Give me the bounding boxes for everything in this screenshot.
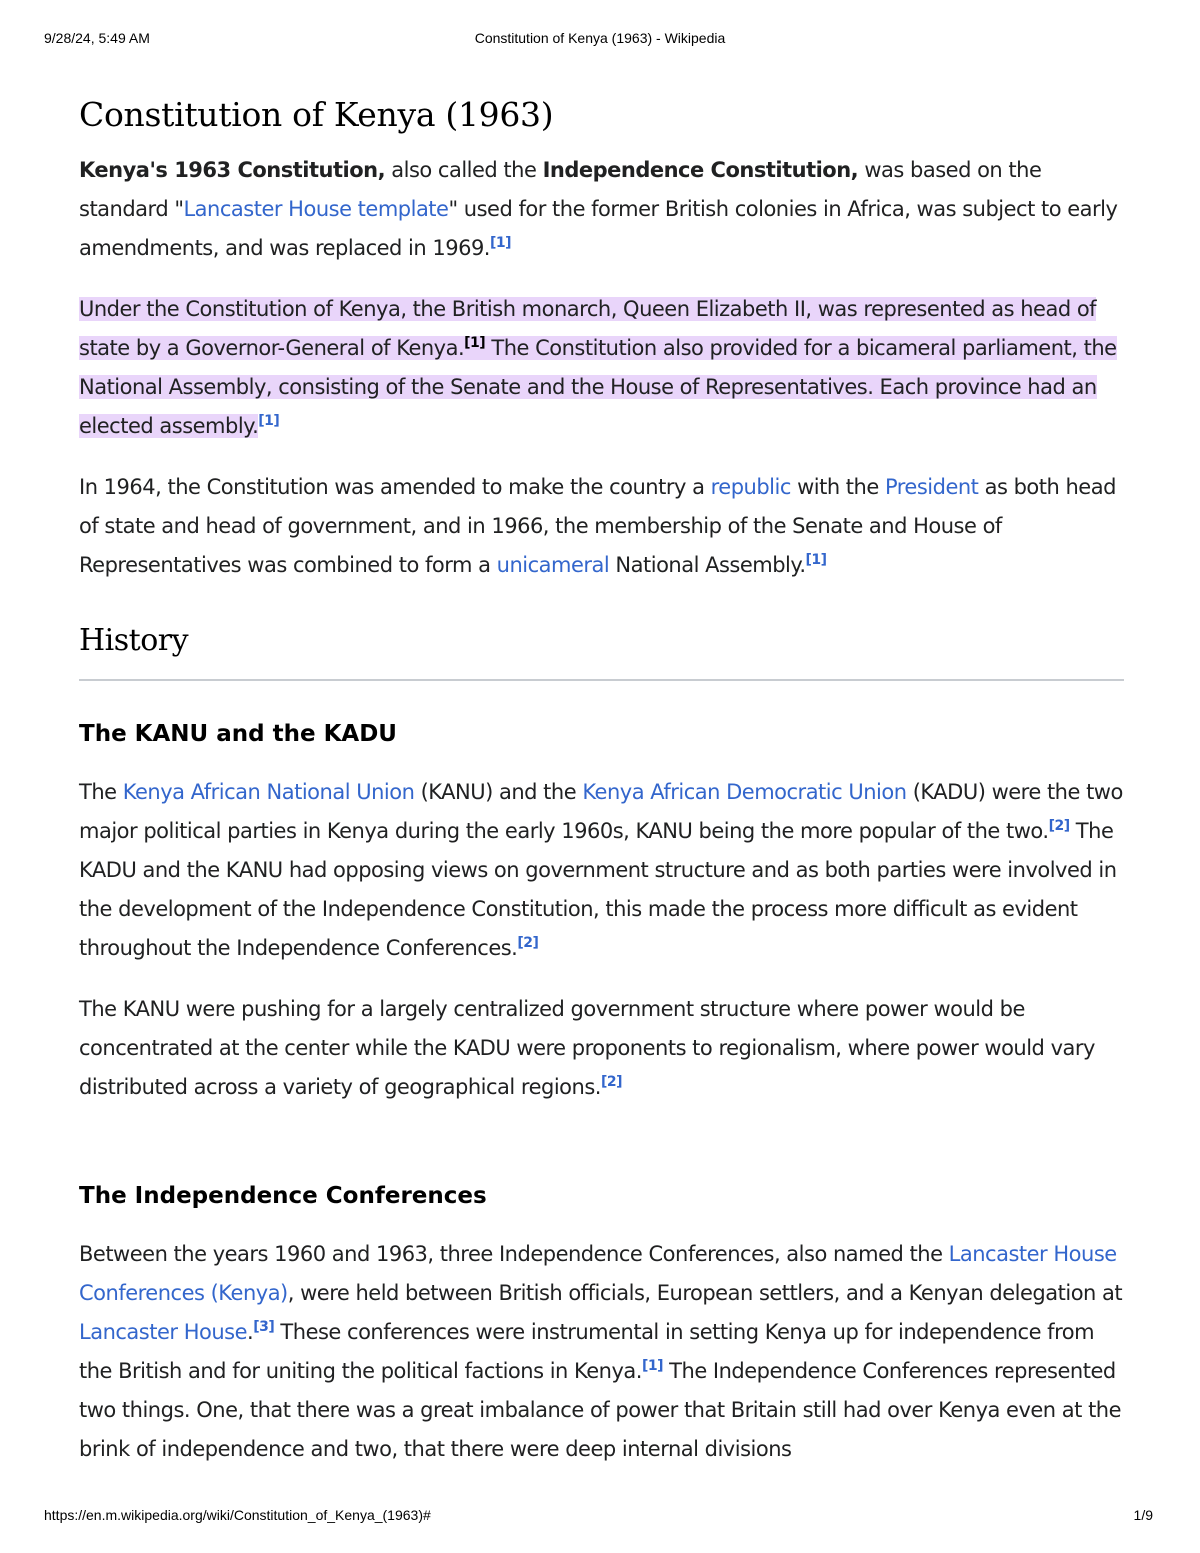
article-content — [79, 90, 1124, 1469]
text-run: Between the years 1960 and 1963, three Independence Conferences, also named the — [79, 1242, 949, 1266]
citation-link[interactable]: [1] — [805, 552, 827, 568]
print-header — [0, 30, 1200, 50]
link-kenya-african-national-union[interactable]: Kenya African National Union — [122, 780, 415, 804]
text-run: . — [247, 1320, 254, 1344]
page-title: Constitution of Kenya (1963) — [79, 95, 554, 134]
link-lancaster-house-conferences-kenya[interactable]: Lancaster House Conferences (Kenya) — [79, 1242, 1117, 1305]
citation-link[interactable]: [1] — [258, 413, 280, 429]
bold-term-kenya-1963-constitution: Kenya's 1963 Constitution, — [79, 158, 386, 182]
citation-link[interactable]: [1] — [464, 335, 486, 351]
kanu-kadu-paragraph-2 — [79, 990, 1124, 1107]
link-lancaster-house-template[interactable]: Lancaster House template — [183, 197, 449, 221]
text-run: with the — [790, 475, 885, 499]
subsection-heading-independence-conferences: The Independence Conferences — [79, 1183, 487, 1209]
text-run: also called the — [385, 158, 543, 182]
kanu-kadu-paragraph-1 — [79, 773, 1124, 968]
text-run: , were held between British officials, European settlers, and a Kenyan delegation at — [287, 1281, 1123, 1305]
section-heading-history: History — [79, 619, 1124, 681]
text-run: (KADU) were the two major political parties in Kenya during the early 1960s, KANU being the more popular of the two. — [79, 780, 1123, 843]
print-footer — [0, 1507, 1200, 1527]
text-run: as both head of state and head of government, and in 1966, the membership of the Senate and House of Representatives was combined to form a — [79, 475, 1116, 577]
intro-paragraph-1 — [79, 151, 1124, 268]
text-run: National Assembly. — [609, 553, 806, 577]
text-run: The KADU and the KANU had opposing views on government structure and as both parties were involved in the development of the Independence Constitution, this made the process more difficult as evident throughout the Independence Conferences. — [79, 819, 1117, 960]
intro-paragraph-3 — [79, 468, 1124, 585]
highlighted-text — [79, 297, 1117, 438]
link-kenya-african-democratic-union[interactable]: Kenya African Democratic Union — [582, 780, 907, 804]
conferences-paragraph-1 — [79, 1235, 1124, 1469]
print-page-number: 1/9 — [1133, 1507, 1153, 1523]
text-run: The — [79, 780, 123, 804]
link-republic[interactable]: republic — [710, 475, 791, 499]
link-lancaster-house[interactable]: Lancaster House — [79, 1320, 248, 1344]
text-run: Under the Constitution of Kenya, the British monarch, Queen Elizabeth II, was represented as head of state by a Governor-General of Kenya. — [79, 297, 1097, 360]
link-unicameral[interactable]: unicameral — [496, 553, 610, 577]
print-datetime: 9/28/24, 5:49 AM — [44, 30, 150, 46]
text-run: In 1964, the Constitution was amended to make the country a — [79, 475, 711, 499]
link-president[interactable]: President — [884, 475, 979, 499]
print-page-title: Constitution of Kenya (1963) - Wikipedia — [474, 30, 726, 46]
text-run: was based on the standard " — [79, 158, 1042, 221]
citation-link[interactable]: [2] — [1048, 818, 1070, 834]
text-run: (KANU) and the — [414, 780, 583, 804]
text-run: These conferences were instrumental in setting Kenya up for independence from the British and for uniting the political factions in Kenya. — [79, 1320, 1095, 1383]
citation-link[interactable]: [1] — [489, 235, 512, 251]
subsection-heading-kanu-kadu: The KANU and the KADU — [79, 721, 397, 747]
citation-link[interactable]: [2] — [517, 935, 539, 951]
text-run: The Independence Conferences represented two things. One, that there was a great imbalance of power that Britain still had over Kenya even at the brink of independence and two, that there were deep internal divisions — [79, 1359, 1122, 1461]
text-run: The Constitution also provided for a bicameral parliament, the National Assembly, consisting of the Senate and the House of Representatives. Each province had an elected assembly. — [79, 336, 1117, 438]
text-run: The KANU were pushing for a largely centralized government structure where power would be concentrated at the center while the KADU were proponents to regionalism, where power would vary distributed across a variety of geographical regions. — [79, 997, 1095, 1099]
bold-term-independence-constitution: Independence Constitution, — [542, 158, 859, 182]
citation-link[interactable]: [1] — [641, 1358, 663, 1374]
citation-link[interactable]: [3] — [253, 1319, 275, 1335]
citation-link[interactable]: [2] — [600, 1074, 622, 1090]
intro-paragraph-2-highlighted — [79, 290, 1124, 446]
text-run: " used for the former British colonies in Africa, was subject to early amendments, and was replaced in 1969. — [79, 197, 1118, 260]
print-url: https://en.m.wikipedia.org/wiki/Constitution_of_Kenya_(1963)# — [44, 1507, 431, 1523]
